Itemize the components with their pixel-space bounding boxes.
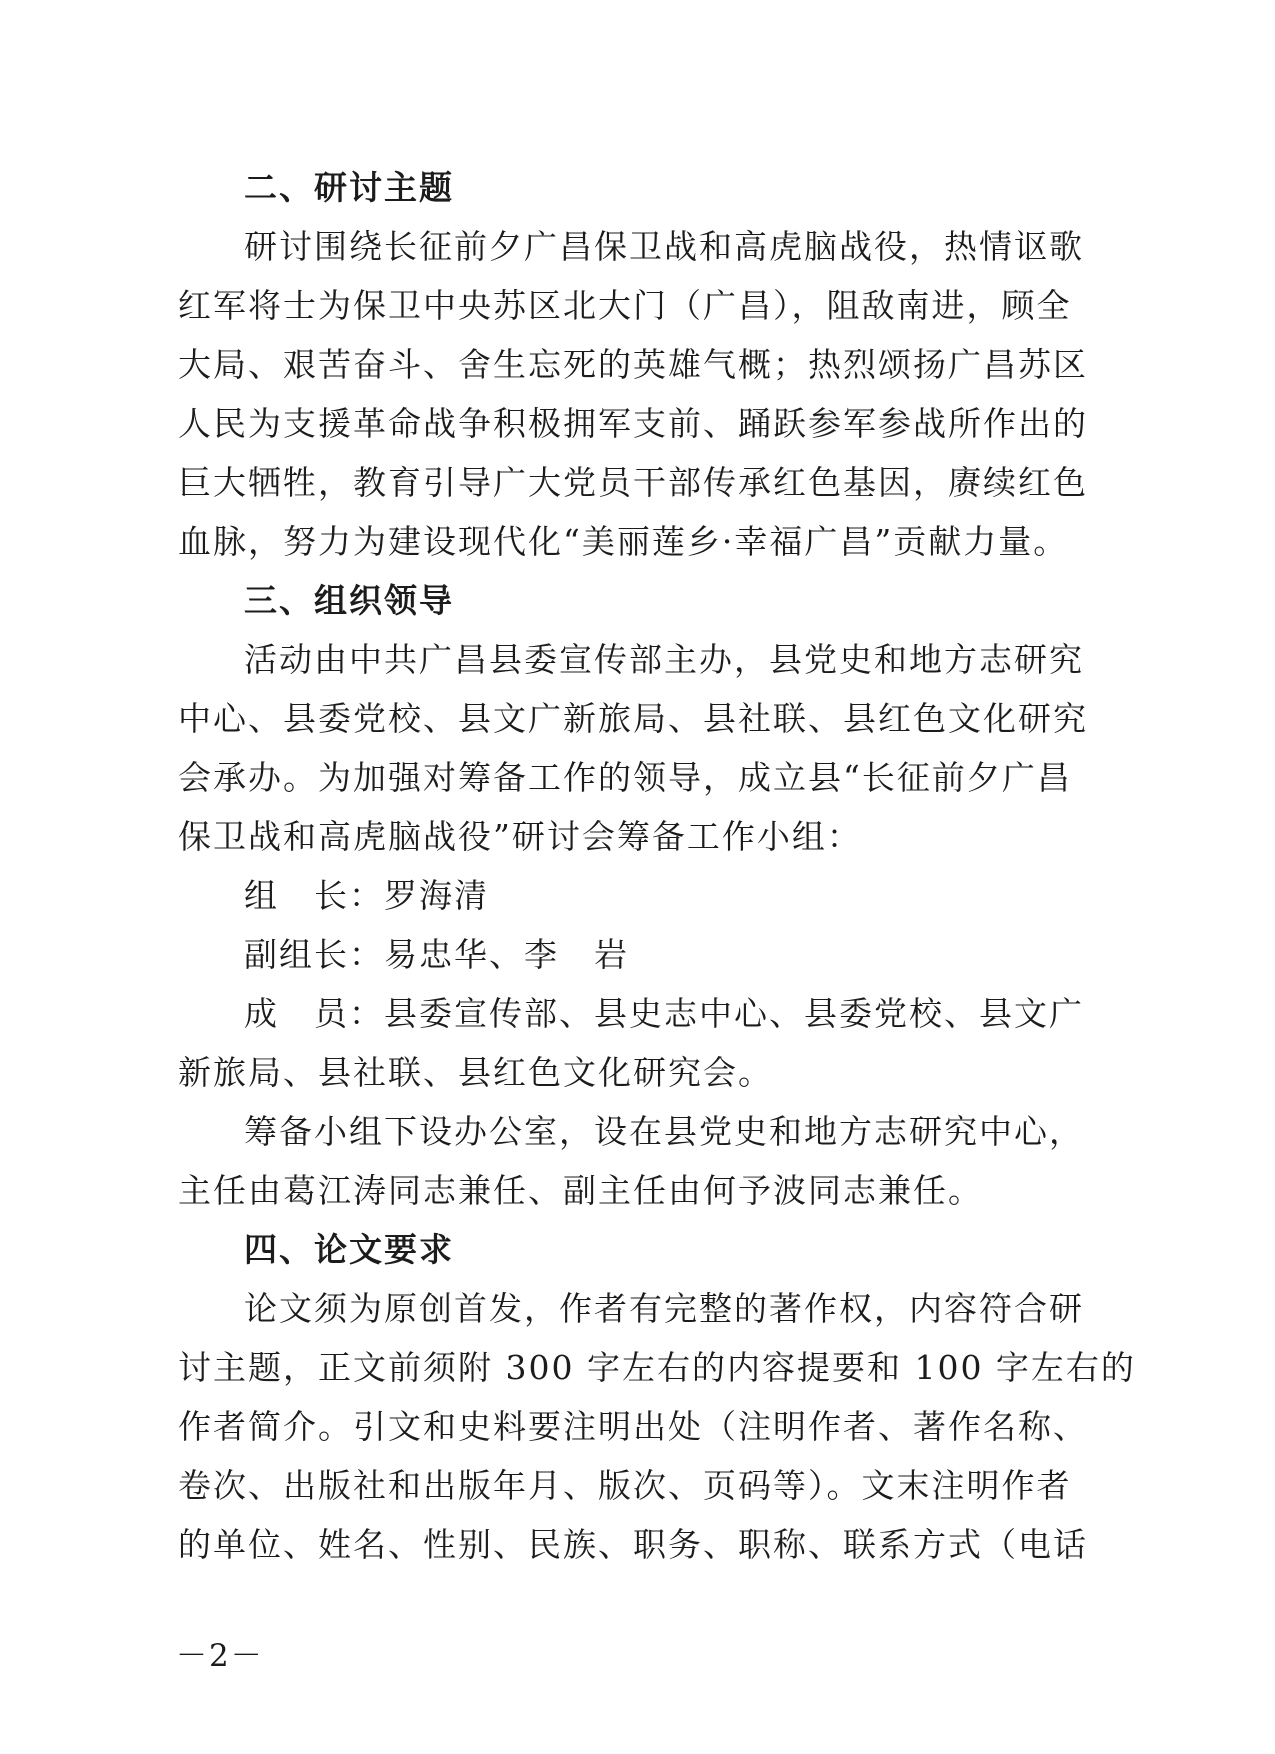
paragraph-line: 研讨围绕长征前夕广昌保卫战和高虎脑战役，热情讴歌 (244, 227, 1084, 266)
paragraph-line: 人民为支援革命战争积极拥军支前、踊跃参军参战所作出的 (178, 404, 1088, 443)
section-heading-organization: 三、组织领导 (244, 581, 454, 620)
paragraph-line: 讨主题，正文前须附 300 字左右的内容提要和 100 字左右的 (178, 1348, 1136, 1387)
paragraph-line: 保卫战和高虎脑战役”研讨会筹备工作小组： (178, 817, 862, 856)
paragraph-line: 巨大牺牲，教育引导广大党员干部传承红色基因，赓续红色 (178, 463, 1088, 502)
section-heading-topic: 二、研讨主题 (244, 168, 454, 207)
paragraph-line: 红军将士为保卫中央苏区北大门（广昌），阻敌南进，顾全 (178, 286, 1072, 325)
deputy-leader-names: 易忠华、李 岩 (384, 935, 629, 974)
paragraph-line: 会承办。为加强对筹备工作的领导，成立县“长征前夕广昌 (178, 758, 1072, 797)
paragraph-line: 大局、艰苦奋斗、舍生忘死的英雄气概；热烈颂扬广昌苏区 (178, 345, 1088, 384)
section-heading-paper-requirements: 四、论文要求 (244, 1230, 454, 1269)
group-leader-label: 组 长： (244, 876, 384, 915)
paragraph-line: 卷次、出版社和出版年月、版次、页码等）。文末注明作者 (178, 1466, 1072, 1505)
group-leader-line (178, 866, 1048, 925)
paragraph-line: 论文须为原创首发，作者有完整的著作权，内容符合研 (244, 1289, 1084, 1328)
paragraph-line: 作者简介。引文和史料要注明出处（注明作者、著作名称、 (178, 1407, 1088, 1446)
deputy-leader-line (178, 925, 1048, 984)
paragraph-line: 血脉，努力为建设现代化“美丽莲乡·幸福广昌”贡献力量。 (178, 522, 1069, 561)
paragraph-line: 的单位、姓名、性别、民族、职务、职称、联系方式（电话 (178, 1525, 1088, 1564)
deputy-leader-label: 副组长： (244, 935, 384, 974)
paragraph-line: 活动由中共广昌县委宣传部主办，县党史和地方志研究 (244, 640, 1084, 679)
members-line-continued: 新旅局、县社联、县红色文化研究会。 (178, 1053, 773, 1092)
members-label: 成 员： (244, 994, 384, 1033)
members-list: 县委宣传部、县史志中心、县委党校、县文广 (384, 994, 1084, 1033)
members-line (178, 984, 1084, 1043)
group-leader-name: 罗海清 (384, 876, 489, 915)
paragraph-line: 筹备小组下设办公室，设在县党史和地方志研究中心， (244, 1112, 1084, 1151)
page-number: －2－ (176, 1638, 264, 1674)
paragraph-line: 中心、县委党校、县文广新旅局、县社联、县红色文化研究 (178, 699, 1088, 738)
document-body (178, 158, 1136, 1574)
paragraph-line: 主任由葛江涛同志兼任、副主任由何予波同志兼任。 (178, 1171, 983, 1210)
